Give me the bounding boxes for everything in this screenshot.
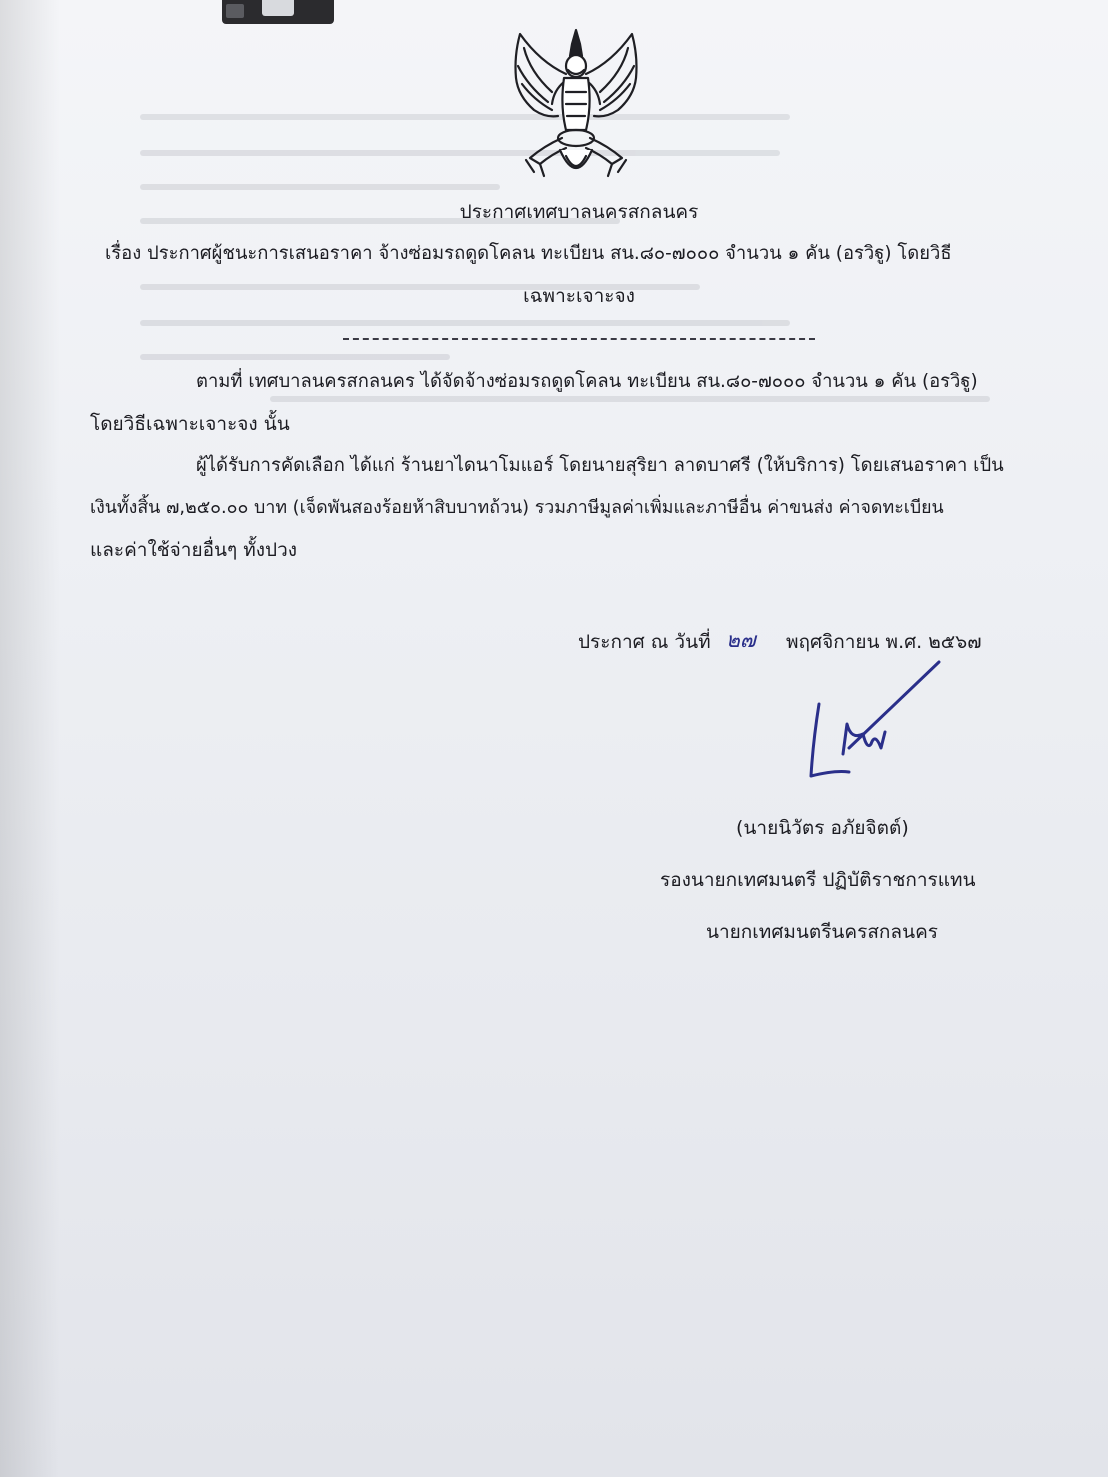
handwritten-signature-icon xyxy=(805,652,945,782)
document-subject-line-2: เฉพาะเจาะจง xyxy=(523,285,635,307)
signer-position-1: รองนายกเทศมนตรี ปฏิบัติราชการแทน xyxy=(660,869,976,891)
signer-name: (นายนิวัตร อภัยจิตต์) xyxy=(736,817,909,839)
date-suffix: พฤศจิกายน พ.ศ. ๒๕๖๗ xyxy=(786,631,982,653)
paragraph-2-line-3: และค่าใช้จ่ายอื่นๆ ทั้งปวง xyxy=(90,539,298,561)
paragraph-1-line-1: ตามที่ เทศบาลนครสกลนคร ได้จัดจ้างซ่อมรถดูดโคลน ทะเบียน สน.๘๐-๗๐๐๐ จำนวน ๑ คัน (อรวิฐู) xyxy=(196,371,978,392)
date-handwritten-day: ๒๗ xyxy=(726,628,756,652)
binder-clip xyxy=(222,0,334,24)
paragraph-2-line-2: เงินทั้งสิ้น ๗,๒๕๐.๐๐ บาท (เจ็ดพันสองร้อยห้าสิบบาทถ้วน) รวมภาษีมูลค่าเพิ่มและภาษีอื่น ค่าขนส่ง ค่าจดทะเบียน xyxy=(90,497,944,518)
header-divider xyxy=(343,338,815,340)
paragraph-2-line-1: ผู้ได้รับการคัดเลือก ได้แก่ ร้านยาไดนาโมแอร์ โดยนายสุริยา ลาดบาศรี (ให้บริการ) โดยเสนอราคา เป็น xyxy=(196,455,1004,476)
signer-position-2: นายกเทศมนตรีนครสกลนคร xyxy=(706,921,938,943)
paragraph-1-line-2: โดยวิธีเฉพาะเจาะจง นั้น xyxy=(90,413,290,435)
document-subject-line-1: เรื่อง ประกาศผู้ชนะการเสนอราคา จ้างซ่อมรถดูดโคลน ทะเบียน สน.๘๐-๗๐๐๐ จำนวน ๑ คัน (อรวิฐู) โดยวิธี xyxy=(105,243,952,264)
document-authority: ประกาศเทศบาลนครสกลนคร xyxy=(459,201,699,223)
garuda-emblem-icon xyxy=(500,26,652,188)
date-prefix: ประกาศ ณ วันที่ xyxy=(578,631,711,653)
